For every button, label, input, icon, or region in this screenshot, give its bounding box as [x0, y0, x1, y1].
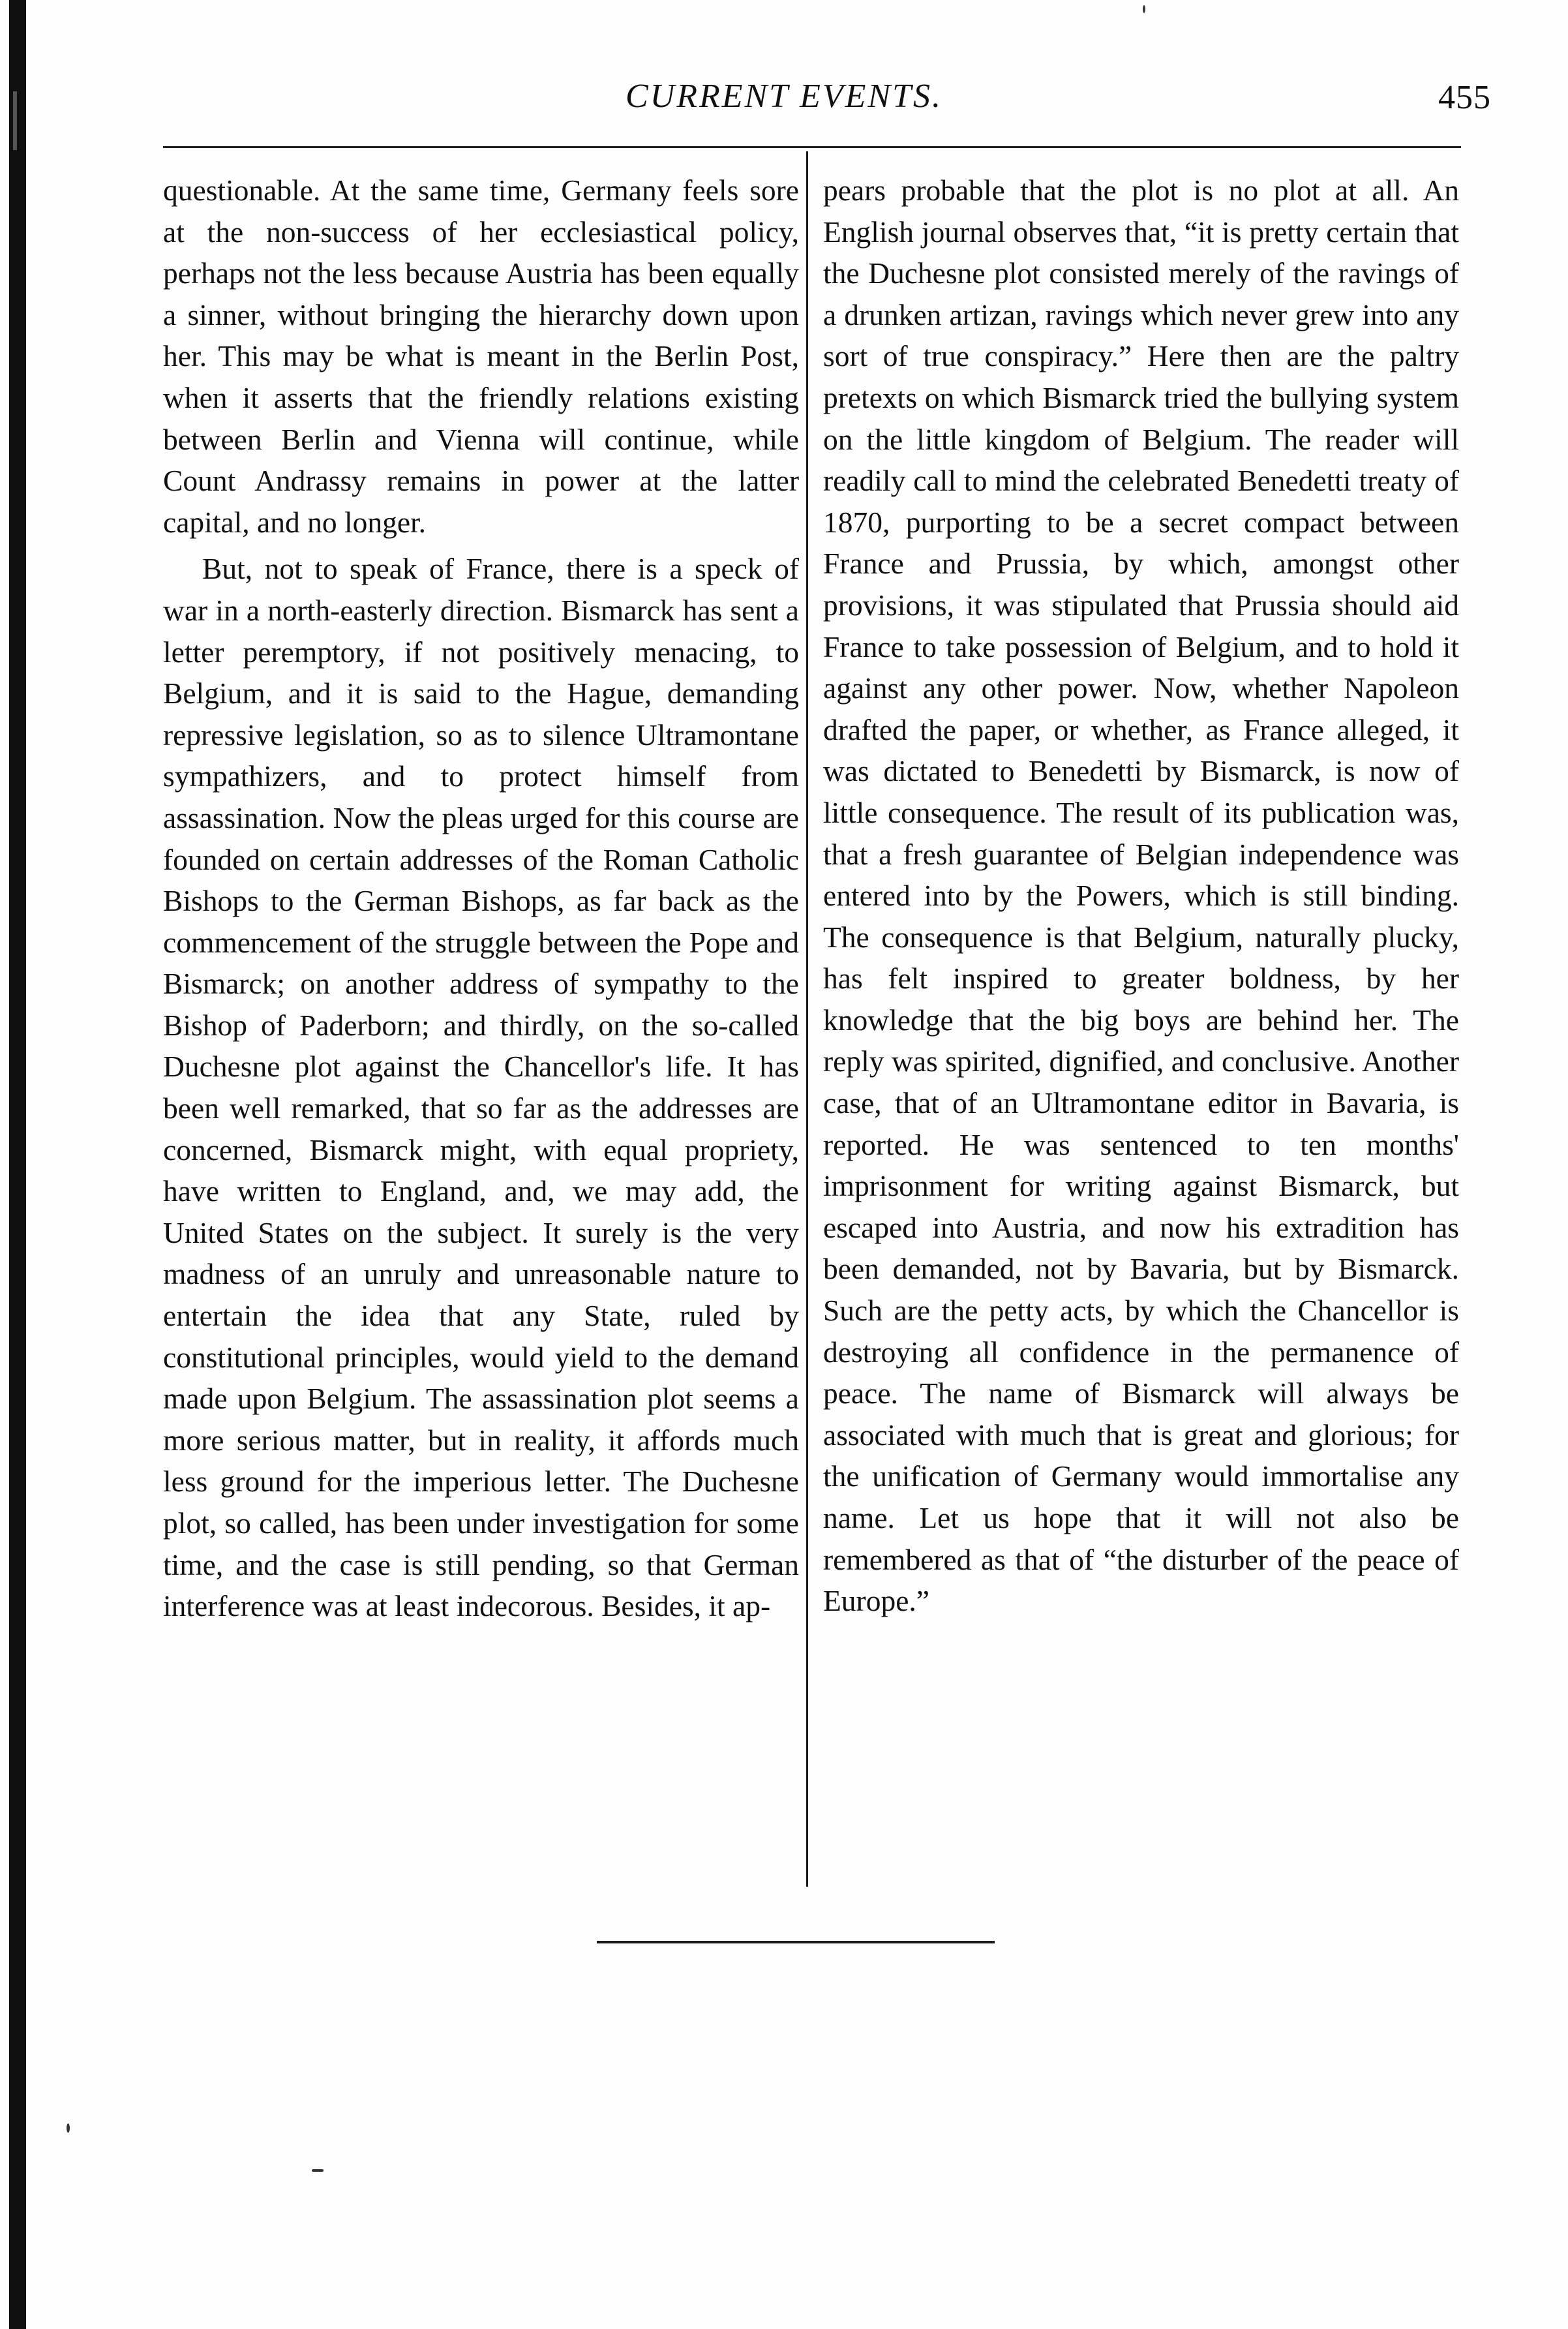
left-paragraph-1: questionable. At the same time, Germany feels sore at the non-success of her ecclesiastical policy, perhaps not the less because Austria has been equally a sinner, without bringing the hierarchy down upon her. This may be what is meant in the Berlin Post, when it asserts that the friendly relations existing between Berlin and Vienna will continue, while Count Andrassy remains in power at the latter capital, and no longer.: [163, 174, 799, 539]
binding-edge: [9, 0, 26, 2329]
scan-speck: [67, 2124, 70, 2133]
scan-speck: [1143, 5, 1145, 13]
left-column: [163, 170, 799, 1627]
column-divider: [806, 151, 808, 1887]
right-column: [823, 170, 1459, 1622]
end-of-article-rule: [597, 1941, 995, 1943]
scan-speck: [312, 2169, 324, 2172]
running-title: CURRENT EVENTS.: [625, 78, 943, 115]
page-number: 455: [1438, 79, 1491, 116]
right-paragraph-1: pears probable that the plot is no plot at all. An English journal observes that, “it is pretty certain that the Duchesne plot consisted merely of the ravings of a drunken artizan, ravings which never grew into any sort of true conspiracy.” Here then are the paltry pretexts on which Bismarck tried the bullying system on the little kingdom of Belgium. The reader will readily call to mind the celebrated Benedetti treaty of 1870, purporting to be a secret compact between France and Prussia, by which, amongst other provisions, it was stipulated that Prussia should aid France to take possession of Belgium, and to hold it against any other power. Now, whether Napoleon drafted the paper, or whether, as France alleged, it was dictated to Benedetti by Bismarck, is now of little consequence. The result of its publication was, that a fresh guarantee of Belgian independence was entered into by the Powers, which is still binding. The consequence is that Belgium, naturally plucky, has felt inspired to greater boldness, by her knowledge that the big boys are behind her. The reply was spirited, dignified, and conclusive. Another case, that of an Ultramontane editor in Bavaria, is reported. He was sentenced to ten months' imprisonment for writing against Bismarck, but escaped into Austria, and now his extradition has been demanded, not by Bavaria, but by Bismarck. Such are the petty acts, by which the Chancellor is destroying all confidence in the permanence of peace. The name of Bismarck will always be associated with much that is great and glorious; for the unification of Germany would immortalise any name. Let us hope that it will not also be remembered as that of “the disturber of the peace of Europe.”: [823, 174, 1459, 1618]
header-rule: [163, 146, 1461, 148]
left-paragraph-2: But, not to speak of France, there is a speck of war in a north-easterly direction. Bismarck has sent a letter peremptory, if not positively menacing, to Belgium, and it is said to the Hague, demanding repressive legislation, so as to silence Ultramontane sympathizers, and to protect himself from assassination. Now the pleas urged for this course are founded on certain addresses of the Roman Catholic Bishops to the German Bishops, as far back as the commencement of the struggle between the Pope and Bismarck; on another address of sympathy to the Bishop of Paderborn; and thirdly, on the so-called Duchesne plot against the Chancellor's life. It has been well remarked, that so far as the addresses are concerned, Bismarck might, with equal propriety, have written to England, and, we may add, the United States on the subject. It surely is the very madness of an unruly and unreasonable nature to entertain the idea that any State, ruled by constitutional principles, would yield to the demand made upon Belgium. The assassination plot seems a more serious matter, but in reality, it affords much less ground for the imperious letter. The Duchesne plot, so called, has been under investigation for some time, and the case is still pending, so that German interference was at least indecorous. Besides, it ap-: [163, 552, 799, 1623]
